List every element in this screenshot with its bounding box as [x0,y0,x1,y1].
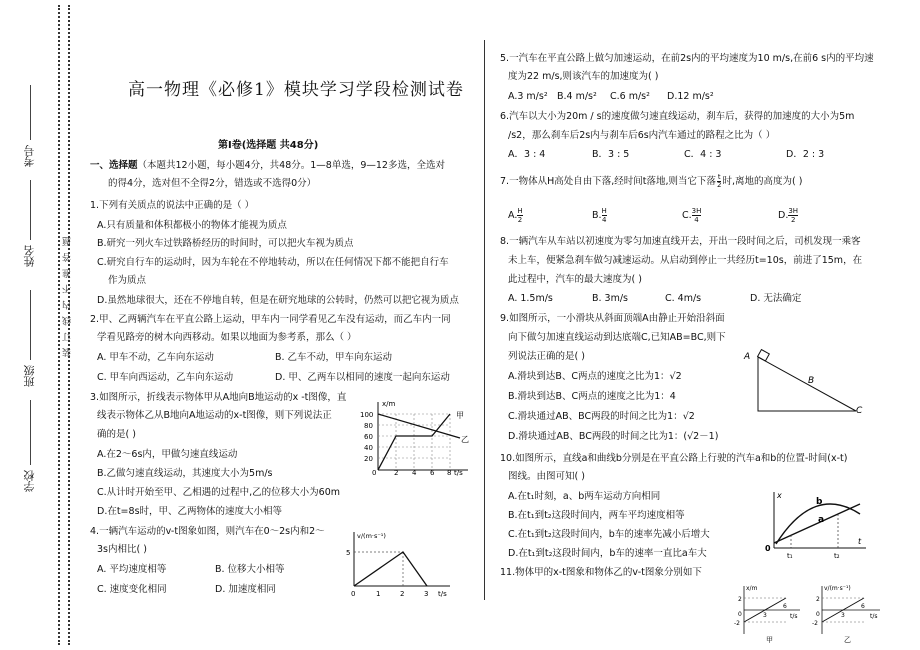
q7-option-c[interactable] [682,207,701,224]
q11-jia-ym2: -2 [734,620,740,627]
q11-jia-x3: 3 [763,612,767,619]
q7-frac-den: 2 [716,181,722,189]
q3-xtick-0: 0 [372,469,377,476]
q7-option-d[interactable] [778,207,798,224]
q10-stem: 10.如图所示，直线a和曲线b分别是在平直公路上行驶的汽车a和b的位置-时间(x-t) [500,453,848,464]
q1-stem: 1.下列有关质点的说法中正确的是（ ） [90,200,255,211]
q10-option-d[interactable]: D.在t₁到t₂这段时间内，b车的速率一直比a车大 [508,548,707,559]
q4-xtick-2: 2 [400,590,405,598]
q10-stem-cont: 图线。由图可知( ) [508,471,585,482]
label-banji: 班级 [23,365,36,387]
section1-intro [90,159,445,172]
q9-point-c: C [856,406,863,416]
q1-option-d[interactable]: D.虽然地球很大，还在不停地自转，但是在研究地球的公转时，仍然可以把它视为质点 [97,295,459,306]
section1-heading: 一、选择题 [90,160,138,171]
binding-margin [0,0,75,650]
q3-xtick-4: 4 [412,469,417,476]
q9-stem: 9.如图所示，一小滑块从斜面顶端A由静止开始沿斜面 [500,313,725,324]
q10-xt-graph [762,488,872,562]
q7-a-frac [517,207,522,224]
q9-stem-cont: 向下做匀加速直线运动到达底端C,已知AB=BC,则下 [508,332,726,343]
q7-option-b[interactable] [592,207,607,224]
q7-d-den: 2 [790,216,796,224]
q4-stem: 4.一辆汽车运动的v-t图象如图，则汽车在0～2s内和2～ [90,526,325,537]
q5-option-c[interactable]: C.6 m/s² [610,91,650,102]
q8-option-c[interactable]: C. 4m/s [665,293,702,304]
q1-option-b[interactable]: B.研究一列火车过铁路桥经历的时间时，可以把火车视为质点 [97,238,354,249]
q10-origin: 0 [765,544,771,553]
q11-jia-x0: 0 [738,611,742,618]
label-kaohao: 考号 [23,145,36,167]
q11-yi-ylabel: v/(m·s⁻¹) [824,585,851,592]
q9-option-c[interactable]: C.滑块通过AB、BC两段的时间之比为1：√2 [508,411,695,422]
q9-point-a: A [744,352,751,362]
q9-point-b: B [808,376,815,386]
q11-jia-xt-graph [730,580,805,646]
label-xingming: 姓名 [23,245,36,267]
q7-fraction [717,174,721,189]
q3-ylabel: x/m [382,400,396,408]
q3-option-d[interactable]: D.在t=8s时，甲、乙两物体的速度大小相等 [97,506,283,517]
q8-stem-cont2: 此过程中，汽车的最大速度为( ) [508,274,642,285]
q10-axis-x: x [777,491,782,500]
q3-ytick-60: 60 [364,433,373,441]
q2-option-d[interactable]: D. 甲、乙两车以相同的速度一起向东运动 [275,372,450,383]
q7-d-num: 3H [788,207,799,215]
q1-option-c[interactable]: C.研究自行车的运动时，因为车轮在不停地转动，所以在任何情况下都不能把自行车 [97,257,449,268]
q7-option-a[interactable] [508,207,523,224]
exam-title: 高一物理《必修1》模块学习学段检测试卷 [128,80,464,100]
q11-jia-caption: 甲 [766,636,773,644]
q11-yi-vt-graph [808,580,886,646]
banji-field[interactable] [30,290,31,360]
q11-yi-caption: 乙 [844,636,851,644]
q3-xtick-6: 6 [430,469,435,476]
q5-stem: 5.一汽车在平直公路上做匀加速运动，在前2s内的平均速度为10 m/s,在前6 s内的平均速 [500,53,874,64]
q4-xtick-3: 3 [424,590,429,598]
q4-xlabel: t/s [438,590,447,598]
q7-c-num: 3H [691,207,702,215]
q2-option-c[interactable]: C. 甲车向西运动，乙车向东运动 [97,372,234,383]
q9-stem-cont2: 列说法正确的是( ) [508,351,585,362]
section1-line2: 的得4分，选对但不全得2分，错选或不选得0分） [108,178,317,189]
q7-stem [500,174,802,189]
q11-yi-x0: 0 [816,611,820,618]
q7-b-letter: B. [592,210,602,221]
q9-option-a[interactable]: A.滑块到达B、C两点的速度之比为1：√2 [508,371,682,382]
q2-option-a[interactable]: A. 甲车不动，乙车向东运动 [97,352,214,363]
q7-a-den: 2 [517,216,523,224]
q7-d-frac [788,207,798,224]
q3-stem-cont: 线表示物体乙从B地向A地运动的x-t图像，则下列说法正 [97,410,332,421]
q4-option-b[interactable]: B. 位移大小相等 [215,564,285,575]
q10-line-a [774,504,860,543]
section1-line1: （本题共12小题，每小题4分，共48分。1—8单选，9—12多选，全选对 [137,160,445,171]
q5-option-a[interactable]: A.3 m/s² [508,91,548,102]
q11-jia-ylabel: x/m [746,585,758,592]
xingming-field[interactable] [30,180,31,240]
q8-option-b[interactable]: B. 3m/s [592,293,629,304]
q7-a-letter: A. [508,210,518,221]
q4-xtick-0: 0 [351,590,356,598]
seal-text: 装 订 线 内 不 准 答 题 [63,235,73,358]
q7-stem-b: 时,离地的高度为( ) [722,176,803,187]
q7-b-den: 4 [601,216,607,224]
q6-stem-cont: /s2，那么刹车后2s内与刹车后6s内汽车通过的路程之比为（ ） [508,130,776,141]
q11-jia-xlabel: t/s [790,613,798,620]
q10-label-b: b [816,497,823,507]
q5-stem-cont: 度为22 m/s,则该汽车的加速度为( ) [508,71,659,82]
q10-option-a[interactable]: A.在t₁时刻，a、b两车运动方向相同 [508,491,661,502]
q3-xlabel: t/s [454,469,463,476]
q7-frac-num: t [717,173,721,181]
q7-d-letter: D. [778,210,789,221]
q10-t2: t₂ [834,552,840,560]
q3-stem: 3.如图所示，折线表示物体甲从A地向B地运动的x -t图像，直 [90,392,347,403]
q5-option-d[interactable]: D.12 m/s² [667,91,714,102]
q11-yi-ym2: -2 [812,620,818,627]
q10-t1: t₁ [787,552,793,560]
q8-stem-cont: 未上车，便紧急刹车做匀减速运动。从启动到停止一共经历t=10s，前进了15m，在 [508,255,863,266]
q11-stem: 11.物体甲的x-t图象和物体乙的v-t图象分别如下 [500,567,702,578]
q9-incline-figure [740,345,870,417]
q11-jia-x6: 6 [783,603,787,610]
q7-c-den: 4 [694,216,699,224]
q11-yi-y2: 2 [816,596,820,603]
q7-stem-a: 7.一物体从H高处自由下落,经时间t落地,则当它下落 [500,176,716,187]
q2-stem: 2.甲、乙两辆汽车在平直公路上运动，甲车内一同学看见乙车没有运动，而乙车内一同 [90,314,451,325]
q3-option-a[interactable]: A.在2～6s内，甲做匀速直线运动 [97,449,238,460]
q3-stem-cont2: 确的是( ) [97,429,136,440]
q7-b-frac [602,207,607,224]
q3-option-c[interactable]: C.从计时开始至甲、乙相遇的过程中,乙的位移大小为60m [97,487,341,498]
q2-stem-cont: 学看见路旁的树木向西移动。如果以地面为参考系，那么（ ） [97,332,357,343]
q4-option-c[interactable]: C. 速度变化相同 [97,584,167,595]
q7-b-num: H [601,207,607,215]
q11-yi-x6: 6 [861,603,865,610]
q6-option-d[interactable]: D．2 : 3 [786,149,825,160]
q7-a-num: H [517,207,523,215]
q10-option-b[interactable]: B.在t₁到t₂这段时间内，两车平均速度相等 [508,510,685,521]
q6-stem: 6.汽车以大小为20m / s的速度做匀速直线运动，刹车后，获得的加速度的大小为5m [500,111,855,122]
q7-c-frac [692,207,702,224]
label-xuexiao: 学校 [23,470,36,492]
q4-xtick-1: 1 [376,590,381,598]
q3-ytick-20: 20 [364,455,373,463]
q4-stem-cont: 3s内相比( ) [97,544,147,555]
q10-axis-t: t [858,537,862,546]
q3-option-b[interactable]: B.乙做匀速直线运动，其速度大小为5m/s [97,468,273,479]
q3-xtick-2: 2 [394,469,399,476]
q3-xt-graph [360,398,472,476]
q3-ytick-40: 40 [364,444,373,452]
q6-option-c[interactable]: C．4 : 3 [684,149,722,160]
q4-vt-graph [340,528,458,600]
q10-option-c[interactable]: C.在t₁到t₂这段时间内，b车的速率先减小后增大 [508,529,710,540]
q10-label-a: a [818,515,825,525]
q4-ytick-5: 5 [346,549,351,557]
q6-option-a[interactable]: A．3 : 4 [508,149,546,160]
q4-vt-line [354,552,427,586]
q4-ylabel: v/(m·s⁻¹) [357,532,386,540]
q4-option-d[interactable]: D. 加速度相同 [215,584,276,595]
q3-ytick-80: 80 [364,422,373,430]
q6-option-b[interactable]: B．3 : 5 [592,149,630,160]
q3-xtick-8: 8 [447,469,452,476]
q11-yi-x3: 3 [841,612,845,619]
q5-option-b[interactable]: B.4 m/s² [557,91,597,102]
q7-c-letter: C. [682,210,692,221]
column-divider [484,40,485,600]
q8-stem: 8.一辆汽车从车站以初速度为零匀加速直线开去，开出一段时间之后，司机发现一乘客 [500,236,861,247]
xuexiao-field[interactable] [30,400,31,465]
q3-label-yi: 乙 [461,435,469,444]
q8-option-a[interactable]: A. 1.5m/s [508,293,553,304]
q9-slider-block [758,350,770,361]
kaohao-field[interactable] [30,85,31,140]
q11-jia-y2: 2 [738,596,742,603]
q11-yi-xlabel: t/s [870,613,878,620]
q9-option-b[interactable]: B.滑块到达B、C两点的速度之比为1：4 [508,391,676,402]
q1-option-c-cont: 作为质点 [108,275,147,286]
q3-label-jia: 甲 [456,411,464,420]
q8-option-d[interactable]: D. 无法确定 [750,293,802,304]
q4-option-a[interactable]: A. 平均速度相等 [97,564,167,575]
q9-option-d[interactable]: D.滑块通过AB、BC两段的时间之比为1：(√2－1) [508,431,719,442]
q2-option-b[interactable]: B. 乙车不动，甲车向东运动 [275,352,393,363]
q1-option-a[interactable]: A.只有质量和体积都极小的物体才能视为质点 [97,220,287,231]
part1-heading: 第Ⅰ卷(选择题 共48分) [218,140,319,151]
q3-ytick-100: 100 [360,411,374,419]
